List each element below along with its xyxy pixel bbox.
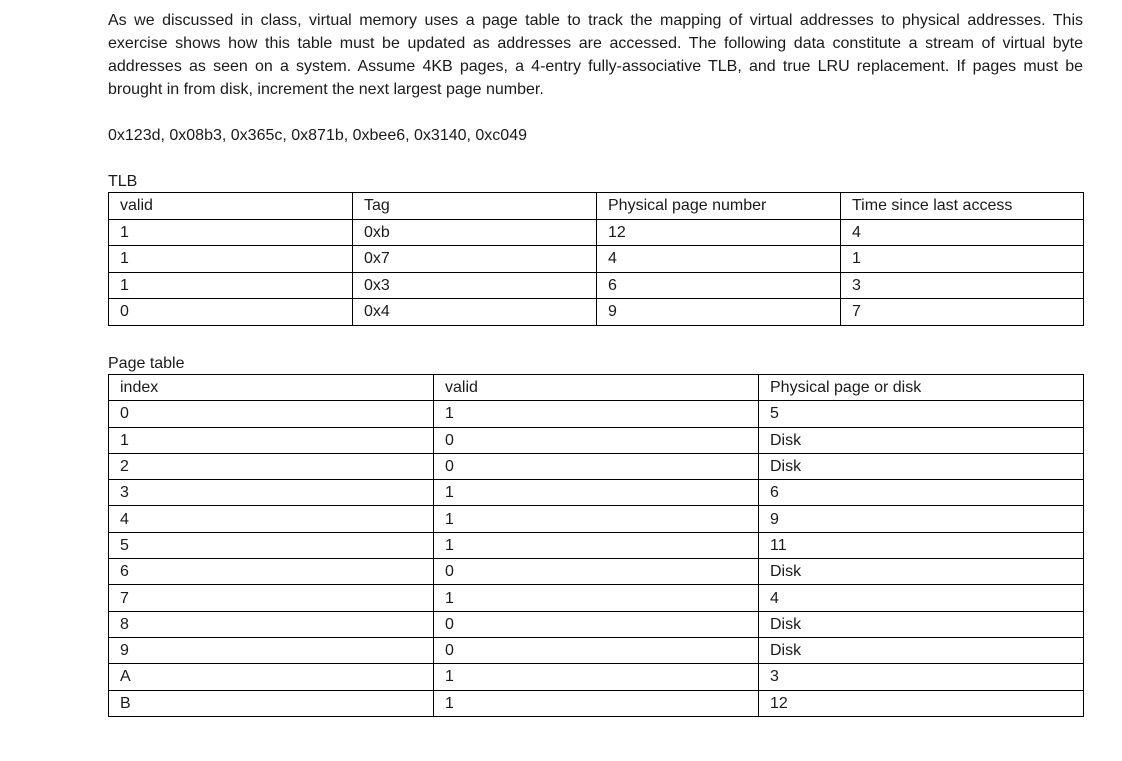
page-table-cell: 8 (109, 611, 434, 637)
page-table-cell: 0 (434, 559, 759, 585)
tlb-cell: 0xb (353, 220, 597, 246)
tlb-cell: 0x7 (353, 246, 597, 273)
page-table-cell: 1 (434, 664, 759, 690)
tlb-header-time: Time since last access (841, 193, 1084, 220)
page-table-cell: 3 (759, 664, 1084, 690)
tlb-header-row (109, 193, 1084, 220)
page-table-row (109, 506, 1084, 532)
page-table-cell: 1 (434, 506, 759, 532)
page-table-cell: 1 (434, 585, 759, 611)
page-table-cell: 3 (109, 480, 434, 506)
page-table-header-physical: Physical page or disk (759, 375, 1084, 401)
tlb-table (108, 192, 1084, 326)
tlb-cell: 0 (109, 299, 353, 326)
tlb-cell: 1 (109, 220, 353, 246)
page-table-row (109, 532, 1084, 558)
page-table-cell: 0 (434, 611, 759, 637)
tlb-cell: 1 (841, 246, 1084, 273)
tlb-cell: 6 (597, 273, 841, 299)
tlb-row (109, 299, 1084, 326)
page-table-cell: 7 (109, 585, 434, 611)
tlb-cell: 0x4 (353, 299, 597, 326)
page-table-cell: 9 (759, 506, 1084, 532)
tlb-cell: 0x3 (353, 273, 597, 299)
page-table-cell: 6 (109, 559, 434, 585)
page-table-cell: 2 (109, 453, 434, 479)
page-table-caption: Page table (108, 355, 185, 372)
tlb-caption: TLB (108, 173, 138, 190)
page-table-cell: 1 (434, 690, 759, 716)
page-table-cell: Disk (759, 611, 1084, 637)
page-table-row (109, 664, 1084, 690)
tlb-cell: 3 (841, 273, 1084, 299)
page-table-cell: 4 (759, 585, 1084, 611)
page-table (108, 374, 1084, 717)
page-table-header-valid: valid (434, 375, 759, 401)
page-table-cell: B (109, 690, 434, 716)
page-table-row (109, 611, 1084, 637)
page-table-cell: 5 (109, 532, 434, 558)
page-table-cell: 12 (759, 690, 1084, 716)
page-table-cell: 0 (434, 453, 759, 479)
page-table-row (109, 480, 1084, 506)
page-table-cell: 0 (434, 427, 759, 453)
intro-paragraph: As we discussed in class, virtual memory uses a page table to track the mapping of virtual addresses to physical addresses. This exercise shows how this table must be updated as addresses are accessed. The following data constitute a stream of virtual byte addresses as seen on a system. Assume 4KB pages, a 4-entry fully-associative TLB, and true LRU replacement. If pages must be brought in from disk, increment the next largest page number. (108, 12, 1083, 98)
address-stream: 0x123d, 0x08b3, 0x365c, 0x871b, 0xbee6, 0x3140, 0xc049 (108, 127, 527, 144)
tlb-header-ppn: Physical page number (597, 193, 841, 220)
tlb-cell: 4 (841, 220, 1084, 246)
page-table-row (109, 427, 1084, 453)
page-table-row (109, 453, 1084, 479)
page-table-row (109, 637, 1084, 663)
tlb-cell: 9 (597, 299, 841, 326)
tlb-row (109, 220, 1084, 246)
page-table-cell: 6 (759, 480, 1084, 506)
page-table-header-index: index (109, 375, 434, 401)
tlb-header-valid: valid (109, 193, 353, 220)
tlb-cell: 1 (109, 246, 353, 273)
page-table-cell: 1 (109, 427, 434, 453)
tlb-header-tag: Tag (353, 193, 597, 220)
document-page (108, 0, 1083, 717)
page-table-cell: 4 (109, 506, 434, 532)
tlb-cell: 7 (841, 299, 1084, 326)
page-table-row (109, 585, 1084, 611)
page-table-row (109, 559, 1084, 585)
tlb-cell: 12 (597, 220, 841, 246)
tlb-cell: 1 (109, 273, 353, 299)
page-table-cell: 5 (759, 401, 1084, 427)
tlb-row (109, 246, 1084, 273)
page-table-cell: Disk (759, 453, 1084, 479)
page-table-header-row (109, 375, 1084, 401)
page-table-row (109, 401, 1084, 427)
tlb-row (109, 273, 1084, 299)
page-table-cell: Disk (759, 559, 1084, 585)
page-table-cell: 1 (434, 480, 759, 506)
page-table-cell: 0 (434, 637, 759, 663)
page-table-row (109, 690, 1084, 716)
page-table-cell: 1 (434, 401, 759, 427)
page-table-cell: A (109, 664, 434, 690)
page-table-cell: 11 (759, 532, 1084, 558)
page-table-cell: 0 (109, 401, 434, 427)
page-table-cell: 9 (109, 637, 434, 663)
tlb-cell: 4 (597, 246, 841, 273)
page-table-cell: Disk (759, 427, 1084, 453)
page-table-cell: 1 (434, 532, 759, 558)
page-table-cell: Disk (759, 637, 1084, 663)
